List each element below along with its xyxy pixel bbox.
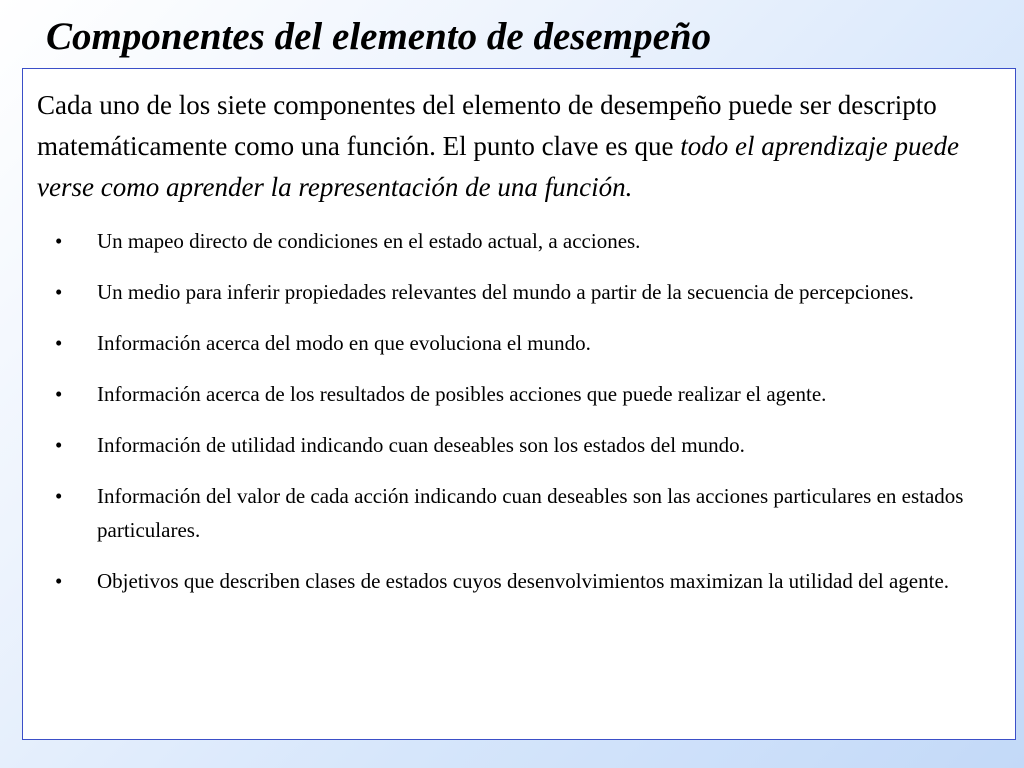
list-item [37,275,1007,309]
intro-paragraph [37,85,1007,208]
bullet-dot: • [55,569,63,593]
intro-text: Cada uno de los siete componentes del elemento de desempeño puede ser descripto matemáticamente como una función. El punto clave es que [37,90,937,161]
bullet-list [37,224,1007,598]
list-item [37,479,1007,547]
bullet-dot: • [55,229,63,253]
slide-title: Componentes del elemento de desempeño [46,15,712,58]
bullet-dot: • [55,331,63,355]
list-item [37,377,1007,411]
bullet-dot: • [55,280,63,304]
bullet-text: Un mapeo directo de condiciones en el estado actual, a acciones. [97,229,641,253]
list-item [37,564,1007,598]
list-item [37,428,1007,462]
content-box [22,68,1016,740]
bullet-dot: • [55,484,63,508]
bullet-text: Objetivos que describen clases de estados cuyos desenvolvimientos maximizan la utilidad del agente. [97,569,950,593]
intro-emphasis: todo el aprendizaje puede verse como aprender la representación de una función. [37,131,959,202]
bullet-dot: • [55,382,63,406]
bullet-text: Un medio para inferir propiedades relevantes del mundo a partir de la secuencia de percepciones. [97,280,914,304]
list-item [37,326,1007,360]
bullet-text: Información acerca de los resultados de posibles acciones que puede realizar el agente. [97,382,827,406]
bullet-text: Información acerca del modo en que evoluciona el mundo. [97,331,591,355]
bullet-dot: • [55,433,63,457]
list-item [37,224,1007,258]
bullet-text: Información de utilidad indicando cuan deseables son los estados del mundo. [97,433,745,457]
bullet-text: Información del valor de cada acción indicando cuan deseables son las acciones particulares en estados particulares. [97,484,964,542]
